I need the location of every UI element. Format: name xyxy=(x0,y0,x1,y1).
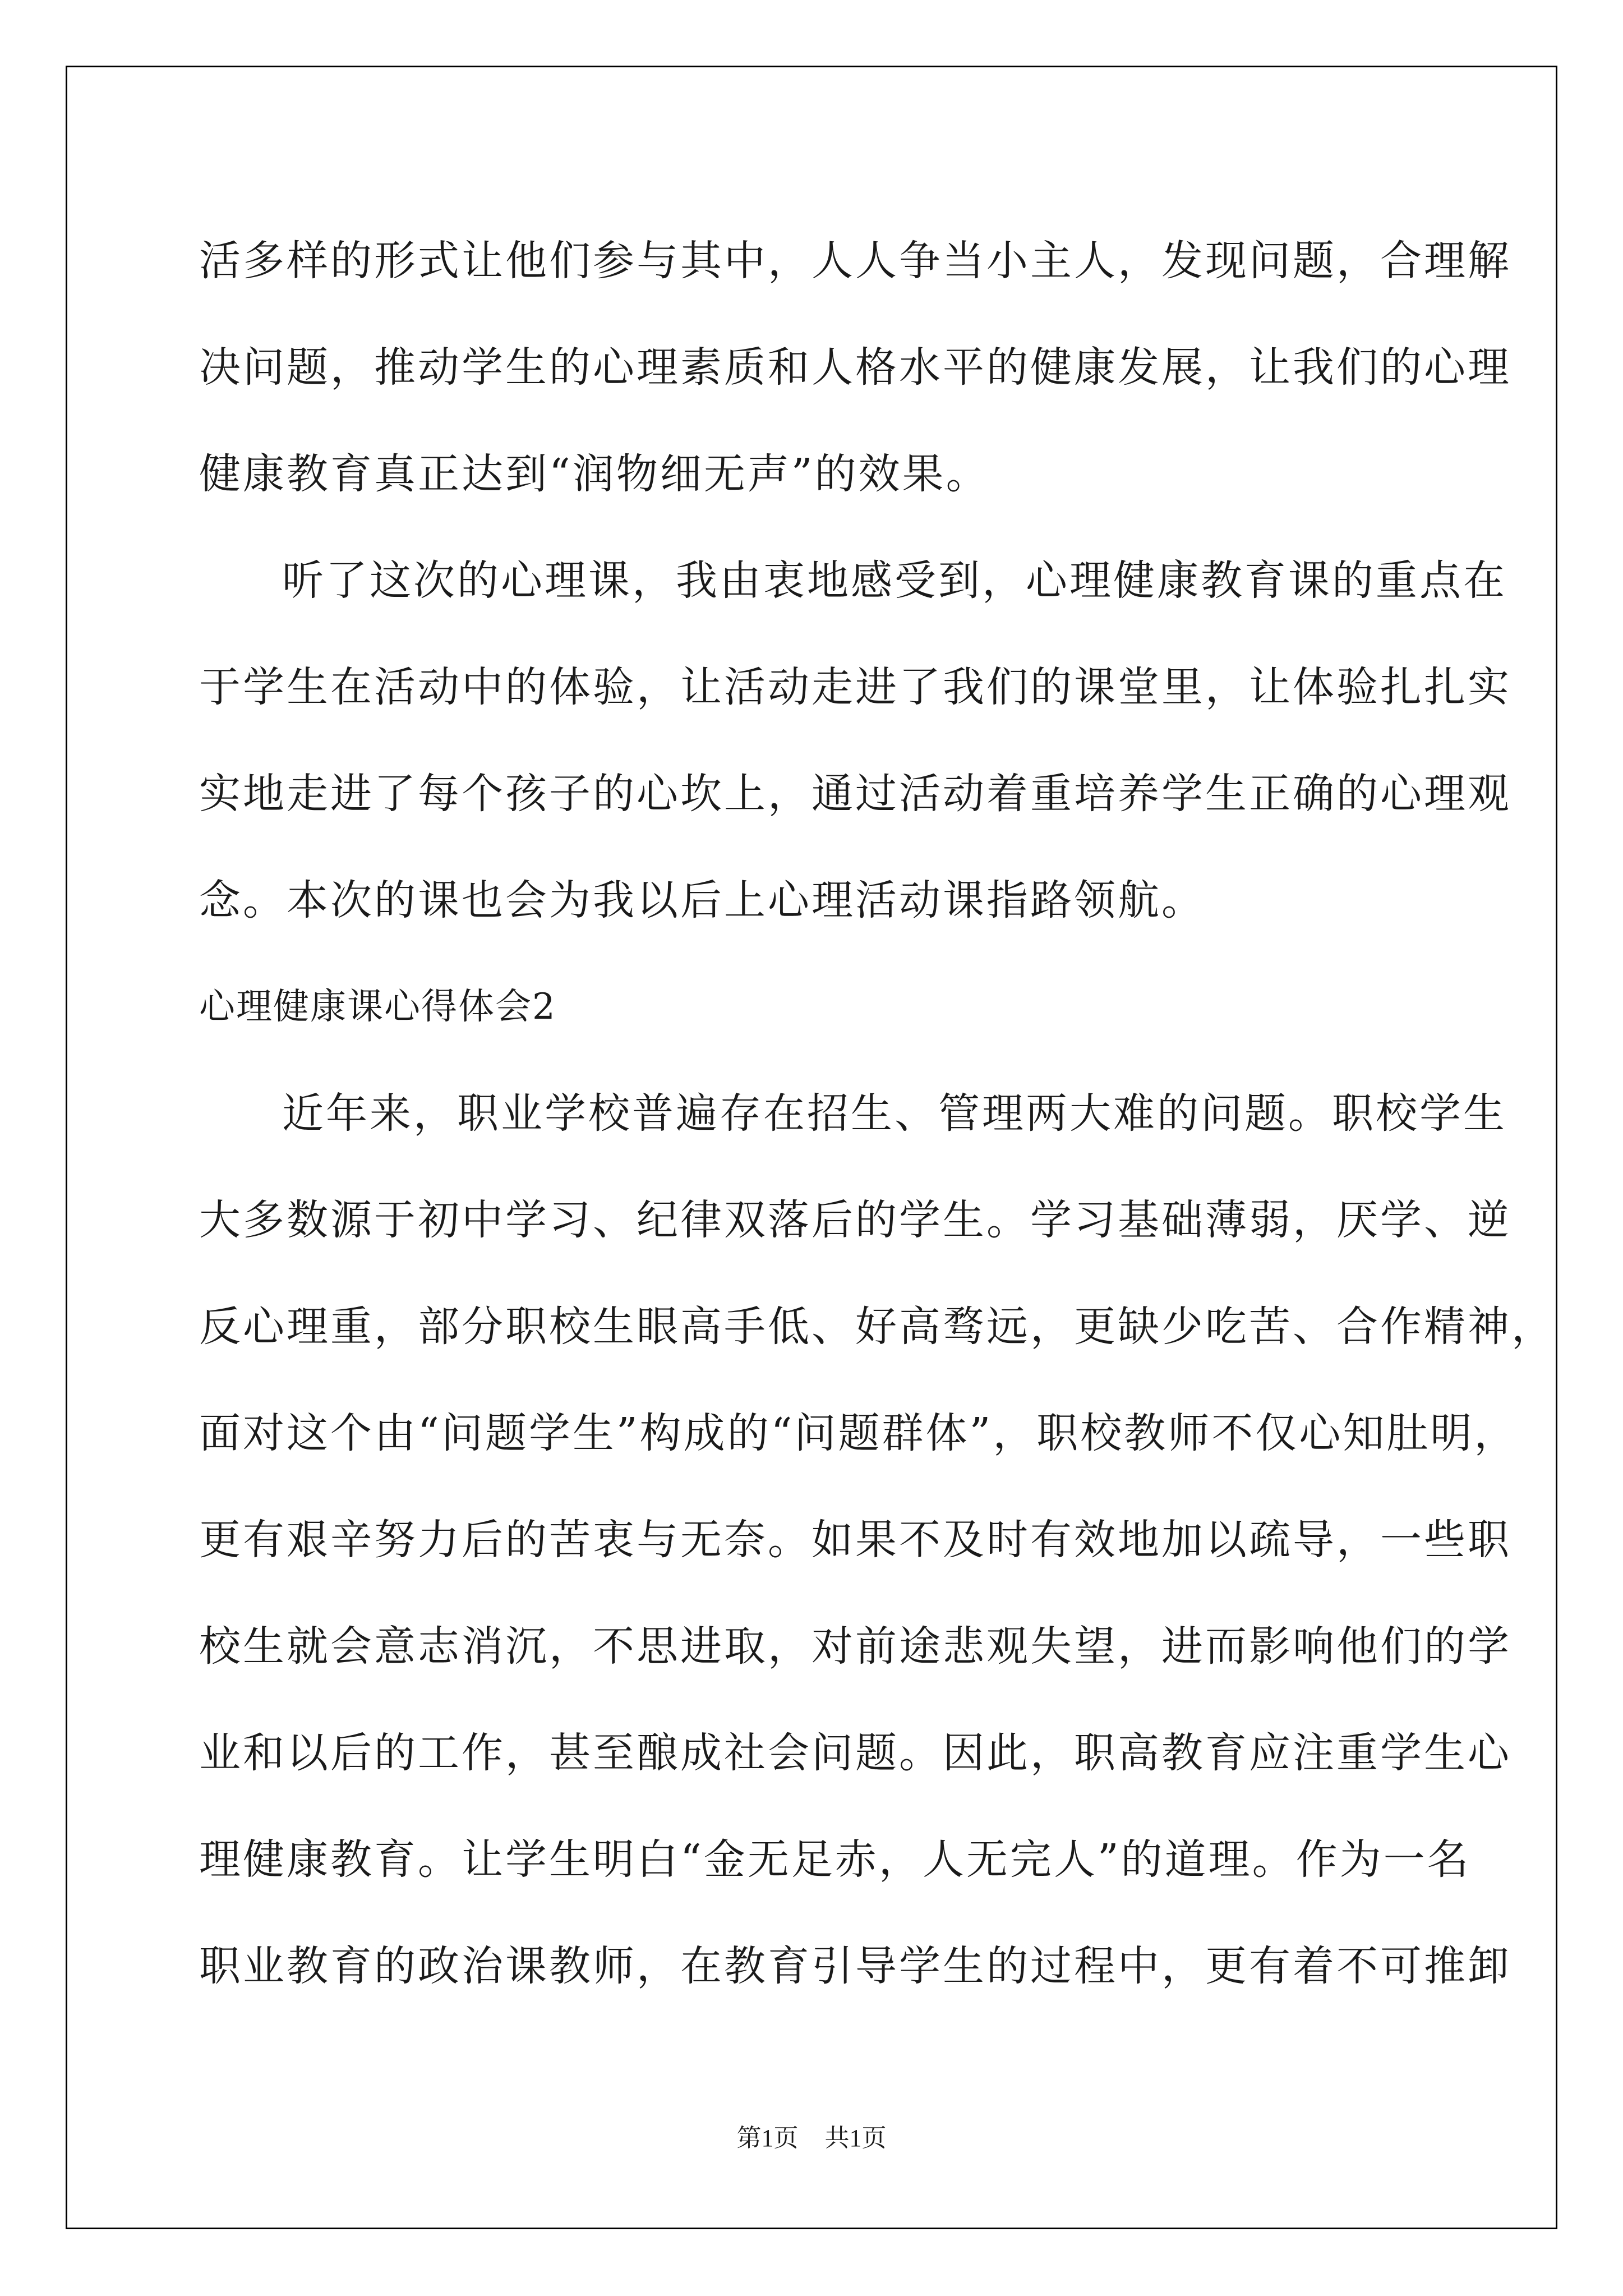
paragraph-line: 更有艰辛努力后的苦衷与无奈。如果不及时有效地加以疏导，一些职 xyxy=(199,1516,1511,1564)
page-number: 第1页 xyxy=(736,2124,799,2152)
paragraph-line: 实地走进了每个孩子的心坎上，通过活动着重培养学生正确的心理观 xyxy=(199,770,1511,818)
paragraph-line: 理健康教育。让学生明白“金无足赤，人无完人”的道理。作为一名 xyxy=(199,1835,1471,1884)
page-footer xyxy=(0,2122,1623,2155)
paragraph-line: 职业教育的政治课教师，在教育引导学生的过程中，更有着不可推卸 xyxy=(199,1942,1511,1990)
document-body xyxy=(199,208,1555,2019)
paragraph-line: 健康教育真正达到“润物细无声”的效果。 xyxy=(199,450,990,498)
paragraph-line: 校生就会意志消沉，不思进取，对前途悲观失望，进而影响他们的学 xyxy=(199,1622,1511,1671)
paragraph-line: 大多数源于初中学习、纪律双落后的学生。学习基础薄弱，厌学、逆 xyxy=(199,1196,1511,1244)
paragraph-line: 业和以后的工作，甚至酿成社会问题。因此，职高教育应注重学生心 xyxy=(199,1729,1511,1777)
paragraph-line: 近年来，职业学校普遍存在招生、管理两大难的问题。职校学生 xyxy=(282,1089,1507,1138)
paragraph-line: 于学生在活动中的体验，让活动走进了我们的课堂里，让体验扎扎实 xyxy=(199,663,1511,711)
paragraph-line: 反心理重，部分职校生眼高手低、好高骛远，更缺少吃苦、合作精神， xyxy=(199,1303,1555,1351)
section-heading: 心理健康课心得体会2 xyxy=(199,986,556,1028)
paragraph-line: 面对这个由“问题学生”构成的“问题群体”，职校教师不仅心知肚明， xyxy=(199,1409,1518,1457)
page-total: 共1页 xyxy=(824,2124,887,2152)
paragraph-line: 活多样的形式让他们参与其中，人人争当小主人，发现问题，合理解 xyxy=(199,237,1511,285)
paragraph-line: 听了这次的心理课，我由衷地感受到，心理健康教育课的重点在 xyxy=(282,556,1507,605)
paragraph-line: 念。本次的课也会为我以后上心理活动课指路领航。 xyxy=(199,876,1205,924)
paragraph-line: 决问题，推动学生的心理素质和人格水平的健康发展，让我们的心理 xyxy=(199,343,1511,392)
